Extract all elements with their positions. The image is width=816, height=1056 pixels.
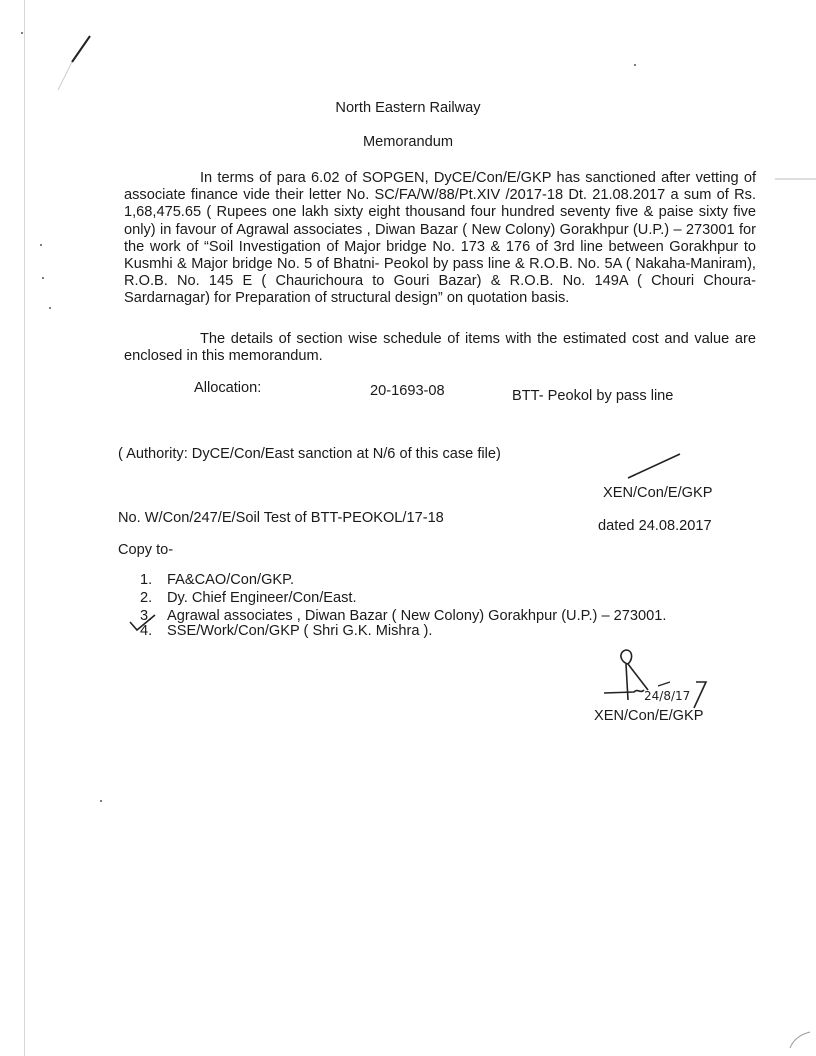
memo-paragraph-2-text: The details of section wise schedule of items with the estimated cost and value are enclosed in this memorandum. [124, 331, 756, 365]
handwritten-date: 24/8/17 [644, 689, 691, 703]
margin-line-mark [775, 178, 816, 180]
scan-speck [40, 244, 42, 246]
memo-paragraph-1 [124, 170, 756, 308]
item-text: FA&CAO/Con/GKP. [167, 572, 295, 588]
memo-paragraph-1-text: In terms of para 6.02 of SOPGEN, DyCE/Con/E/GKP has sanctioned after vetting of associate finance vide their letter No. SC/FA/W/88/Pt.XIV /2017-18 Dt. 21.08.2017 a sum of Rs. 1,68,475.65 ( Rupees one lakh sixty eight thousand four hundred seventy five & paise sixty five only) in favour of Agrawal associates , Diwan Bazar ( New Colony) Gorakhpur (U.P.) – 273001 for the work of “Soil Investigation of Major bridge No. 173 & 176 of 3rd line between Gorakhpur to Kusmhi & Major bridge No. 5 of Bhatni- Peokol by pass line & R.O.B. No. 5A ( Nakaha-Maniram), R.O.B. No. 145 E ( Chaurichoura to Gouri Bazar) & R.O.B. No. 149A ( Chouri Choura- Sardarnagar) for Preparation of structural design” on quotation basis. [124, 170, 756, 307]
reference-number: No. W/Con/247/E/Soil Test of BTT-PEOKOL/17-18 [118, 510, 444, 526]
organization-heading: North Eastern Railway [335, 100, 481, 116]
signature-designation: XEN/Con/E/GKP [594, 708, 704, 724]
scan-page-edge [24, 0, 25, 1056]
item-text: SSE/Work/Con/GKP ( Shri G.K. Mishra ). [167, 622, 433, 639]
corner-mark [788, 1030, 812, 1050]
allocation-label: Allocation: [194, 380, 262, 396]
signatory-designation: XEN/Con/E/GKP [603, 485, 713, 501]
copy-to-label: Copy to- [118, 542, 174, 558]
allocation-code: 20-1693-08 [370, 383, 445, 399]
scan-speck [49, 307, 51, 309]
copy-to-list [140, 572, 666, 642]
document-title: Memorandum [362, 134, 454, 150]
authority-note: ( Authority: DyCE/Con/East sanction at N/6 of this case file) [118, 446, 501, 462]
checkmark-icon [128, 612, 158, 634]
allocation-description: BTT- Peokol by pass line [512, 388, 674, 404]
initial-stroke-mark [624, 452, 684, 482]
scan-speck [100, 800, 102, 802]
memo-paragraph-2 [124, 331, 756, 365]
item-number: 1. [140, 572, 153, 588]
pen-stroke-mark [68, 30, 108, 70]
copy-to-item [140, 572, 666, 590]
scan-speck [21, 32, 23, 34]
copy-to-item [140, 590, 666, 608]
item-number: 4. [140, 622, 153, 639]
item-text: Agrawal associates , Diwan Bazar ( New Colony) Gorakhpur (U.P.) – 273001. [167, 608, 667, 624]
copy-to-item [140, 623, 666, 641]
scan-speck [634, 64, 636, 66]
item-text: Dy. Chief Engineer/Con/East. [167, 589, 357, 606]
item-number: 3. [140, 608, 153, 624]
handwritten-signature [610, 648, 730, 708]
reference-date: dated 24.08.2017 [598, 518, 712, 534]
scan-speck [42, 277, 44, 279]
item-number: 2. [140, 589, 153, 606]
